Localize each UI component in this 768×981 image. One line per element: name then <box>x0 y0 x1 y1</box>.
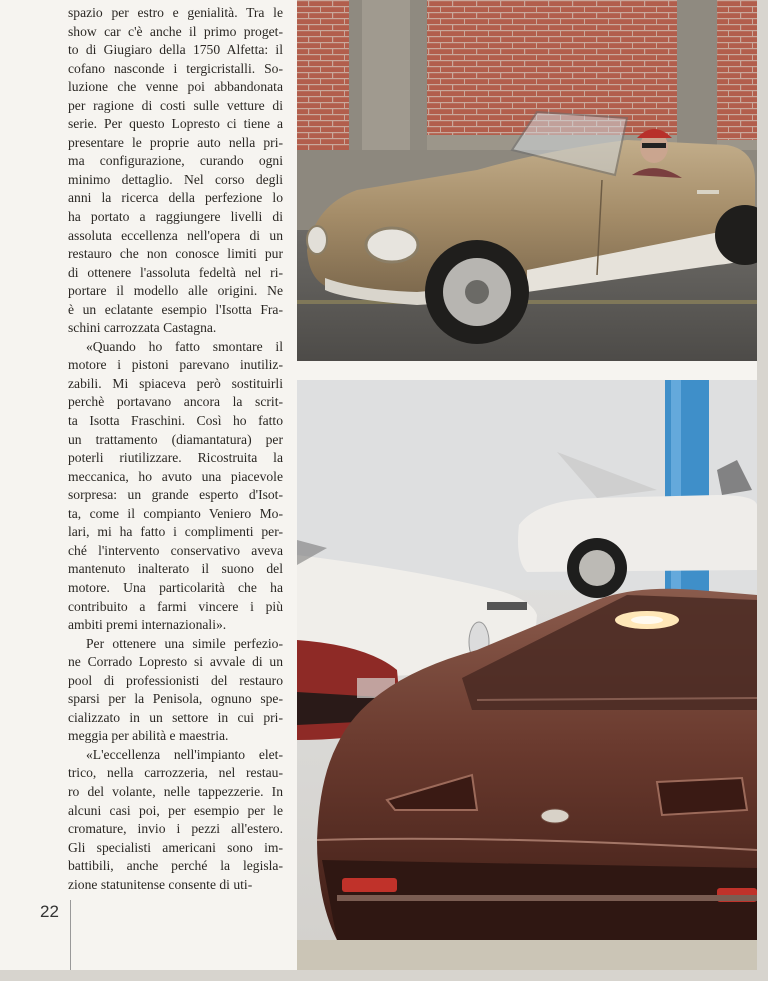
page-number: 22 <box>40 902 59 921</box>
article-paragraph <box>68 338 283 635</box>
text-line: meccanica, ho avuto una piacevole <box>68 468 283 484</box>
text-line: to di Giugiaro della 1750 Alfetta: il <box>68 42 283 58</box>
text-line: è un eclatante esempio l'Isotta Fra- <box>68 301 283 317</box>
text-line: spazio per estro e genialità. Tra le <box>68 5 283 20</box>
text-line: alcuni casi poi, per esempio per le <box>68 802 283 818</box>
text-line: Per ottenere una simile perfezio- <box>86 635 283 651</box>
text-line: lari, mi ha fatto i complimenti per- <box>68 524 283 540</box>
text-line: minimo dettaglio. Nel corso degli <box>68 171 283 187</box>
article-text-column <box>68 4 283 894</box>
text-line: poterli riutilizzare. Ricostruita la <box>68 450 283 466</box>
text-line: cromature, invio i pezzi all'estero. <box>68 821 283 837</box>
text-line: sorpresa: un grande esperto d'Isot- <box>68 487 283 503</box>
text-line: luzione che venne poi abbandonata <box>68 79 283 95</box>
text-line: ta Isotta Fraschini. Così ho fatto <box>68 413 283 429</box>
text-line: motore. Una particolarità che ha <box>68 579 283 595</box>
text-line: meggia per abilità e maestria. <box>68 728 229 744</box>
text-line: cofano nasconde i tergicristalli. So- <box>68 60 283 76</box>
gutter-shadow <box>757 0 768 981</box>
text-line: ro del volante, nelle tappezzerie. In <box>68 783 283 799</box>
text-line: cializzato in un settore in cui pri- <box>68 709 283 725</box>
text-line: assoluta eccellenza nell'opera di un <box>68 227 283 243</box>
text-line: trico, nella carrozzeria, nel restau- <box>68 765 283 781</box>
text-line: contribuito a farmi vincere i più <box>68 598 283 614</box>
text-line: serie. Per questo Lopresto ci tiene a <box>68 116 283 132</box>
text-line: mantenuto inalterato il suono del <box>68 561 283 577</box>
text-line: ché l'intervento conservativo aveva <box>68 542 283 558</box>
text-line: un trattamento (diamantatura) per <box>68 431 283 447</box>
text-line: «L'eccellenza nell'impianto elet- <box>86 746 283 762</box>
text-line: pool di professionisti del restauro <box>68 672 283 688</box>
text-line: presentare le proprie auto nella pri- <box>68 134 283 150</box>
text-line: motore i pistoni parevano inutiliz- <box>68 357 283 373</box>
text-line: schini carrozzata Castagna. <box>68 320 217 336</box>
page-bottom-edge <box>0 970 768 981</box>
footer-rule <box>70 900 71 970</box>
text-line: portare il modello alle origini. Ne <box>68 283 283 299</box>
text-line: ma configurazione, curando ogni <box>68 153 283 169</box>
article-paragraph <box>68 635 283 746</box>
text-line: show car c'è anche il primo proget- <box>68 23 283 39</box>
text-line: «Quando ho fatto smontare il <box>86 338 283 354</box>
text-line: perchè portavano ancora la scrit- <box>68 394 283 410</box>
text-line: battibili, anche perché la legisla- <box>68 858 283 874</box>
photo-gold-roadster <box>297 0 757 361</box>
text-line: zione statunitense consente di uti- <box>68 876 253 892</box>
text-line: restauro che non conosce limiti pur <box>68 246 283 262</box>
text-line: sparsi per la Penisola, ognuno spe- <box>68 691 283 707</box>
article-paragraph <box>68 4 283 338</box>
photo-showroom-prototype <box>297 380 757 970</box>
article-paragraph <box>68 746 283 894</box>
text-line: zabili. Mi spiaceva però sostituirli <box>68 375 283 391</box>
text-line: ne Corrado Lopresto si avvale di un <box>68 654 283 670</box>
text-line: ambiti premi internazionali». <box>68 617 227 633</box>
text-line: di ottenere l'assoluta fedeltà nel ri- <box>68 264 283 280</box>
text-line: anni la ricerca della perfezione lo <box>68 190 283 206</box>
text-line: per ragione di costi sulle vetture di <box>68 97 283 113</box>
text-line: ta, come il compianto Veniero Mo- <box>68 505 283 521</box>
text-line: ha portato a raggiungere livelli di <box>68 209 283 225</box>
text-line: Gli specialisti americani sono im- <box>68 839 283 855</box>
